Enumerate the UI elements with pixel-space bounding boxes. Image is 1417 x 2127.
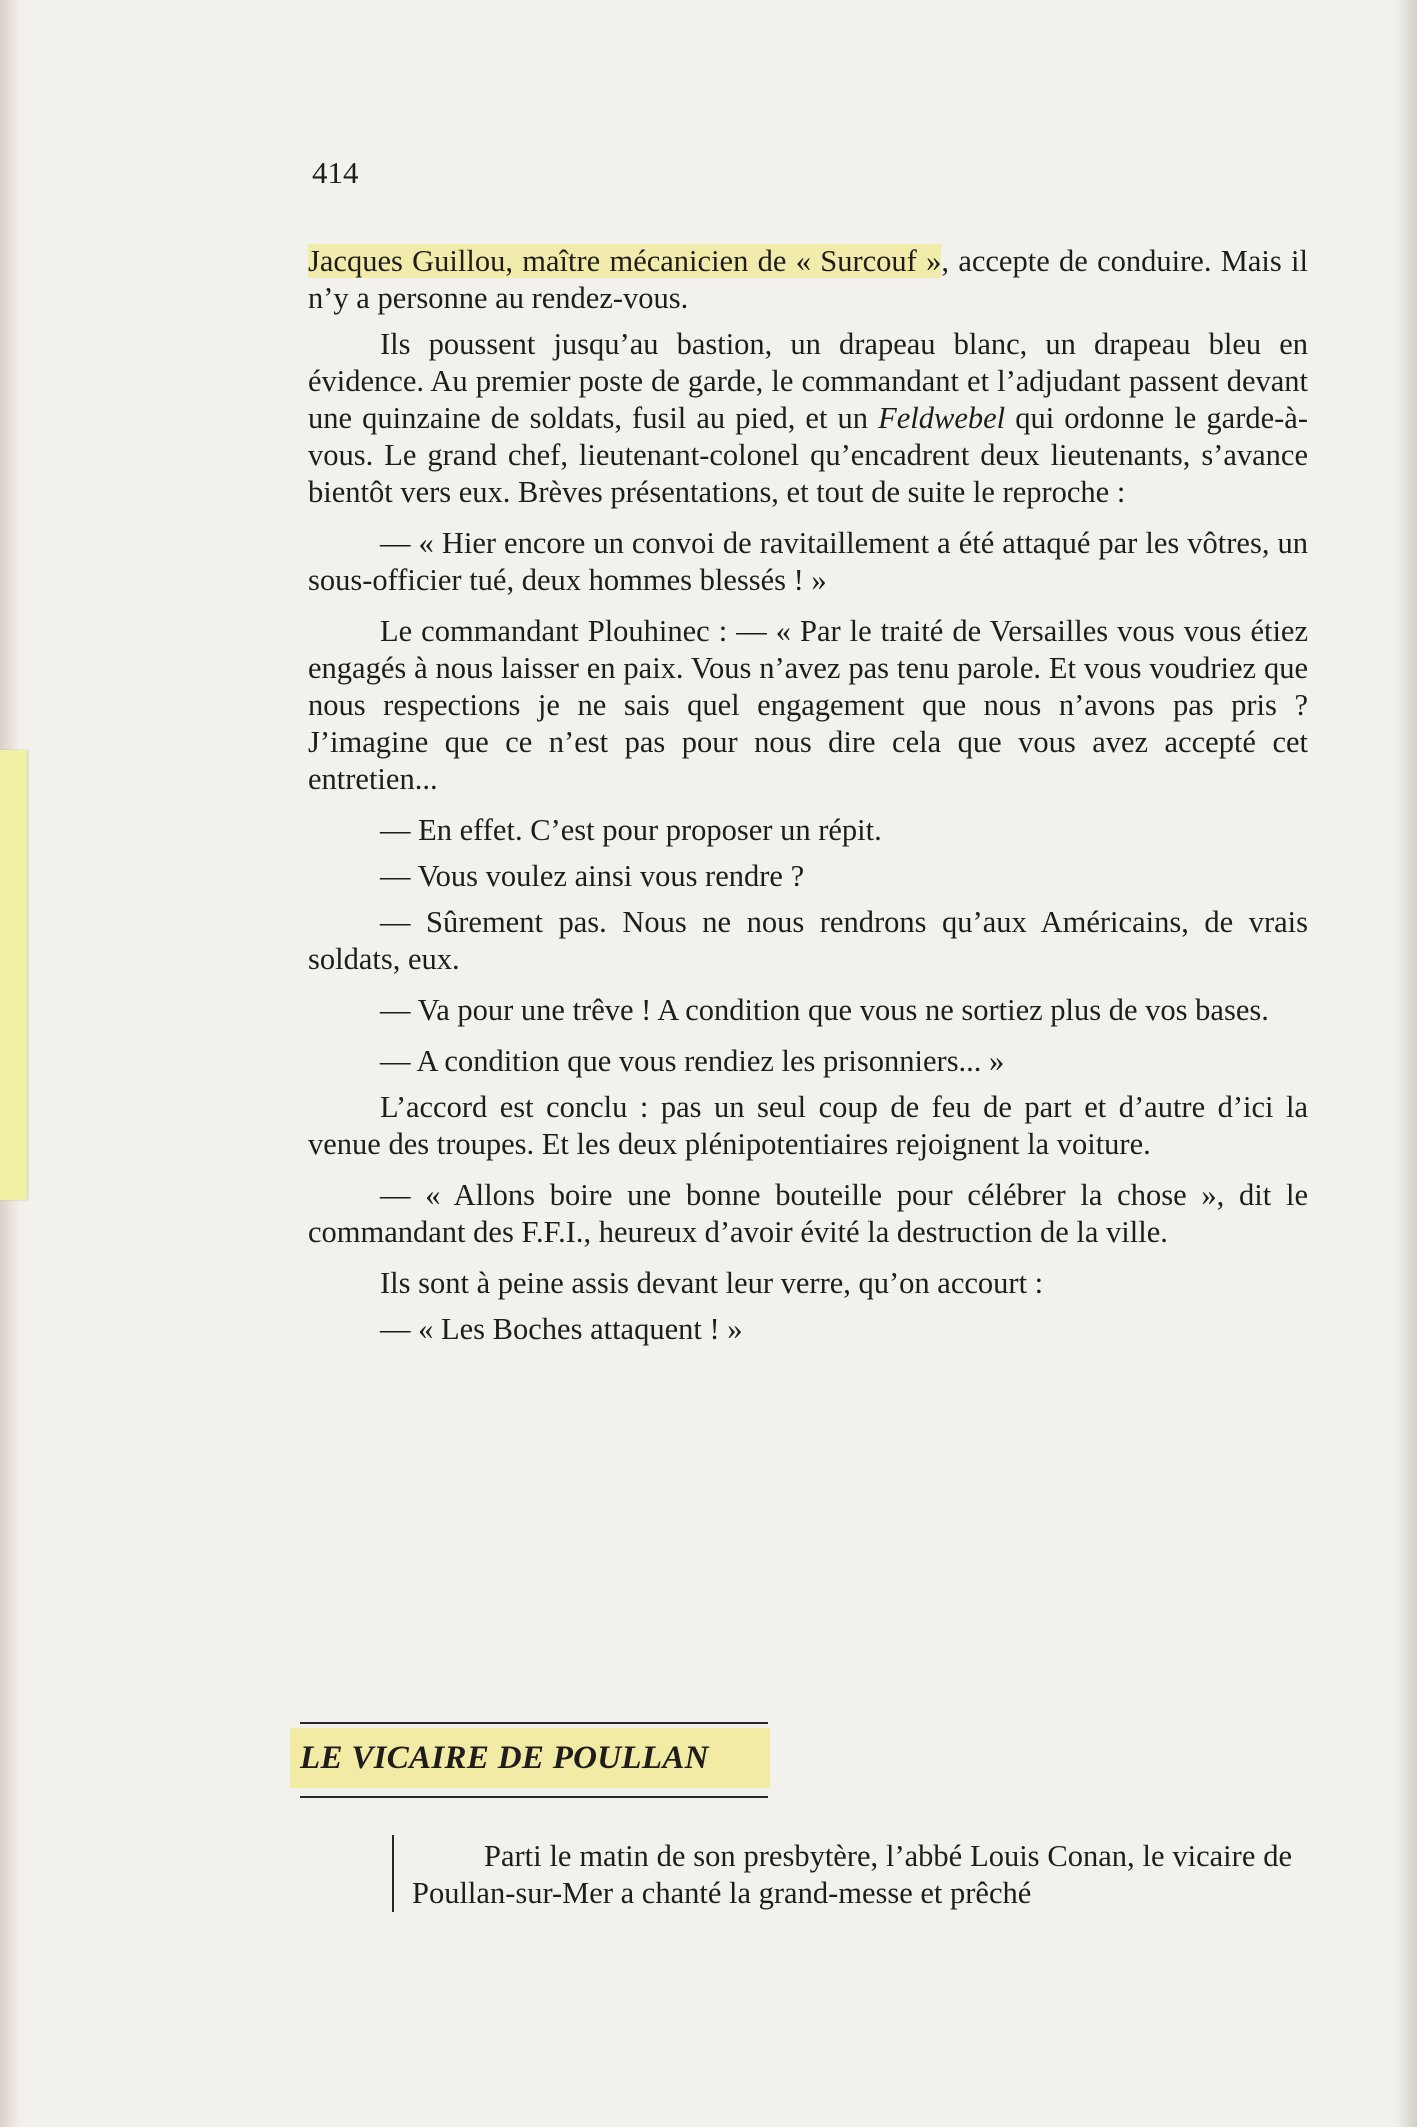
margin-vertical-rule	[392, 1835, 394, 1912]
paragraph-9: — A condition que vous rendiez les prisonniers... »	[380, 1044, 1005, 1078]
sticky-note	[0, 750, 27, 1200]
section-bottom-rule	[300, 1796, 768, 1798]
paragraph-6: — Vous voulez ainsi vous rendre ?	[380, 859, 805, 893]
highlighted-text: Jacques Guillou, maître mécanicien de « Surcouf »	[308, 244, 942, 278]
paragraph-12: Ils sont à peine assis devant leur verre, qu’on accourt :	[380, 1266, 1044, 1300]
page-number: 414	[312, 155, 359, 190]
paragraph-8: — Va pour une trêve ! A condition que vous ne sortiez plus de vos bases.	[380, 993, 1269, 1027]
section-text	[412, 1838, 1292, 1912]
page-right-shadow	[1395, 0, 1417, 2127]
paragraph-3: — « Hier encore un convoi de ravitaillement a été attaqué par les vôtres, un sous-officier tué, deux hommes blessés ! »	[308, 526, 1308, 597]
italic-word: Feldwebel	[878, 401, 1006, 435]
paragraph-4: Le commandant Plouhinec : — « Par le traité de Versailles vous vous étiez engagés à nous laisser en paix. Vous n’avez pas tenu parole. Et vous voudriez que nous respections je ne sais quel engagement que nous n’avons pas pris ? J’imagine que ce n’est pas pour nous dire cela que vous avez accepté cet entretien...	[308, 614, 1308, 796]
paragraph-1: Jacques Guillou, maître mécanicien de « Surcouf », accepte de conduire. Mais il n’y a personne au rendez-vous.	[308, 244, 1308, 315]
paragraph-2: Ils poussent jusqu’au bastion, un drapeau blanc, un drapeau bleu en évidence. Au premier poste de garde, le commandant et l’adjudant passent devant une quinzaine de soldats, fusil au pied, et un Feldwebel qui ordonne le garde-à-vous. Le grand chef, lieutenant-colonel qu’encadrent deux lieutenants, s’avance bientôt vers eux. Brèves présentations, et tout de suite le reproche :	[308, 327, 1308, 509]
paragraph-5: — En effet. C’est pour proposer un répit.	[380, 813, 882, 847]
section-paragraph-1: Parti le matin de son presbytère, l’abbé Louis Conan, le vicaire de Poullan-sur-Mer a chanté la grand-messe et prêché	[412, 1839, 1292, 1910]
section-top-rule	[300, 1722, 768, 1724]
paragraph-7: — Sûrement pas. Nous ne nous rendrons qu’aux Américains, de vrais soldats, eux.	[308, 905, 1308, 976]
paragraph-11: — « Allons boire une bonne bouteille pour célébrer la chose », dit le commandant des F.F.I., heureux d’avoir évité la destruction de la ville.	[308, 1178, 1308, 1249]
main-text	[308, 243, 1308, 1362]
section-title: LE VICAIRE DE POULLAN	[290, 1728, 770, 1788]
paragraph-13: — « Les Boches attaquent ! »	[380, 1312, 743, 1346]
paragraph-10: L’accord est conclu : pas un seul coup de feu de part et d’autre d’ici la venue des troupes. Et les deux plénipotentiaires rejoignent la voiture.	[308, 1090, 1308, 1161]
